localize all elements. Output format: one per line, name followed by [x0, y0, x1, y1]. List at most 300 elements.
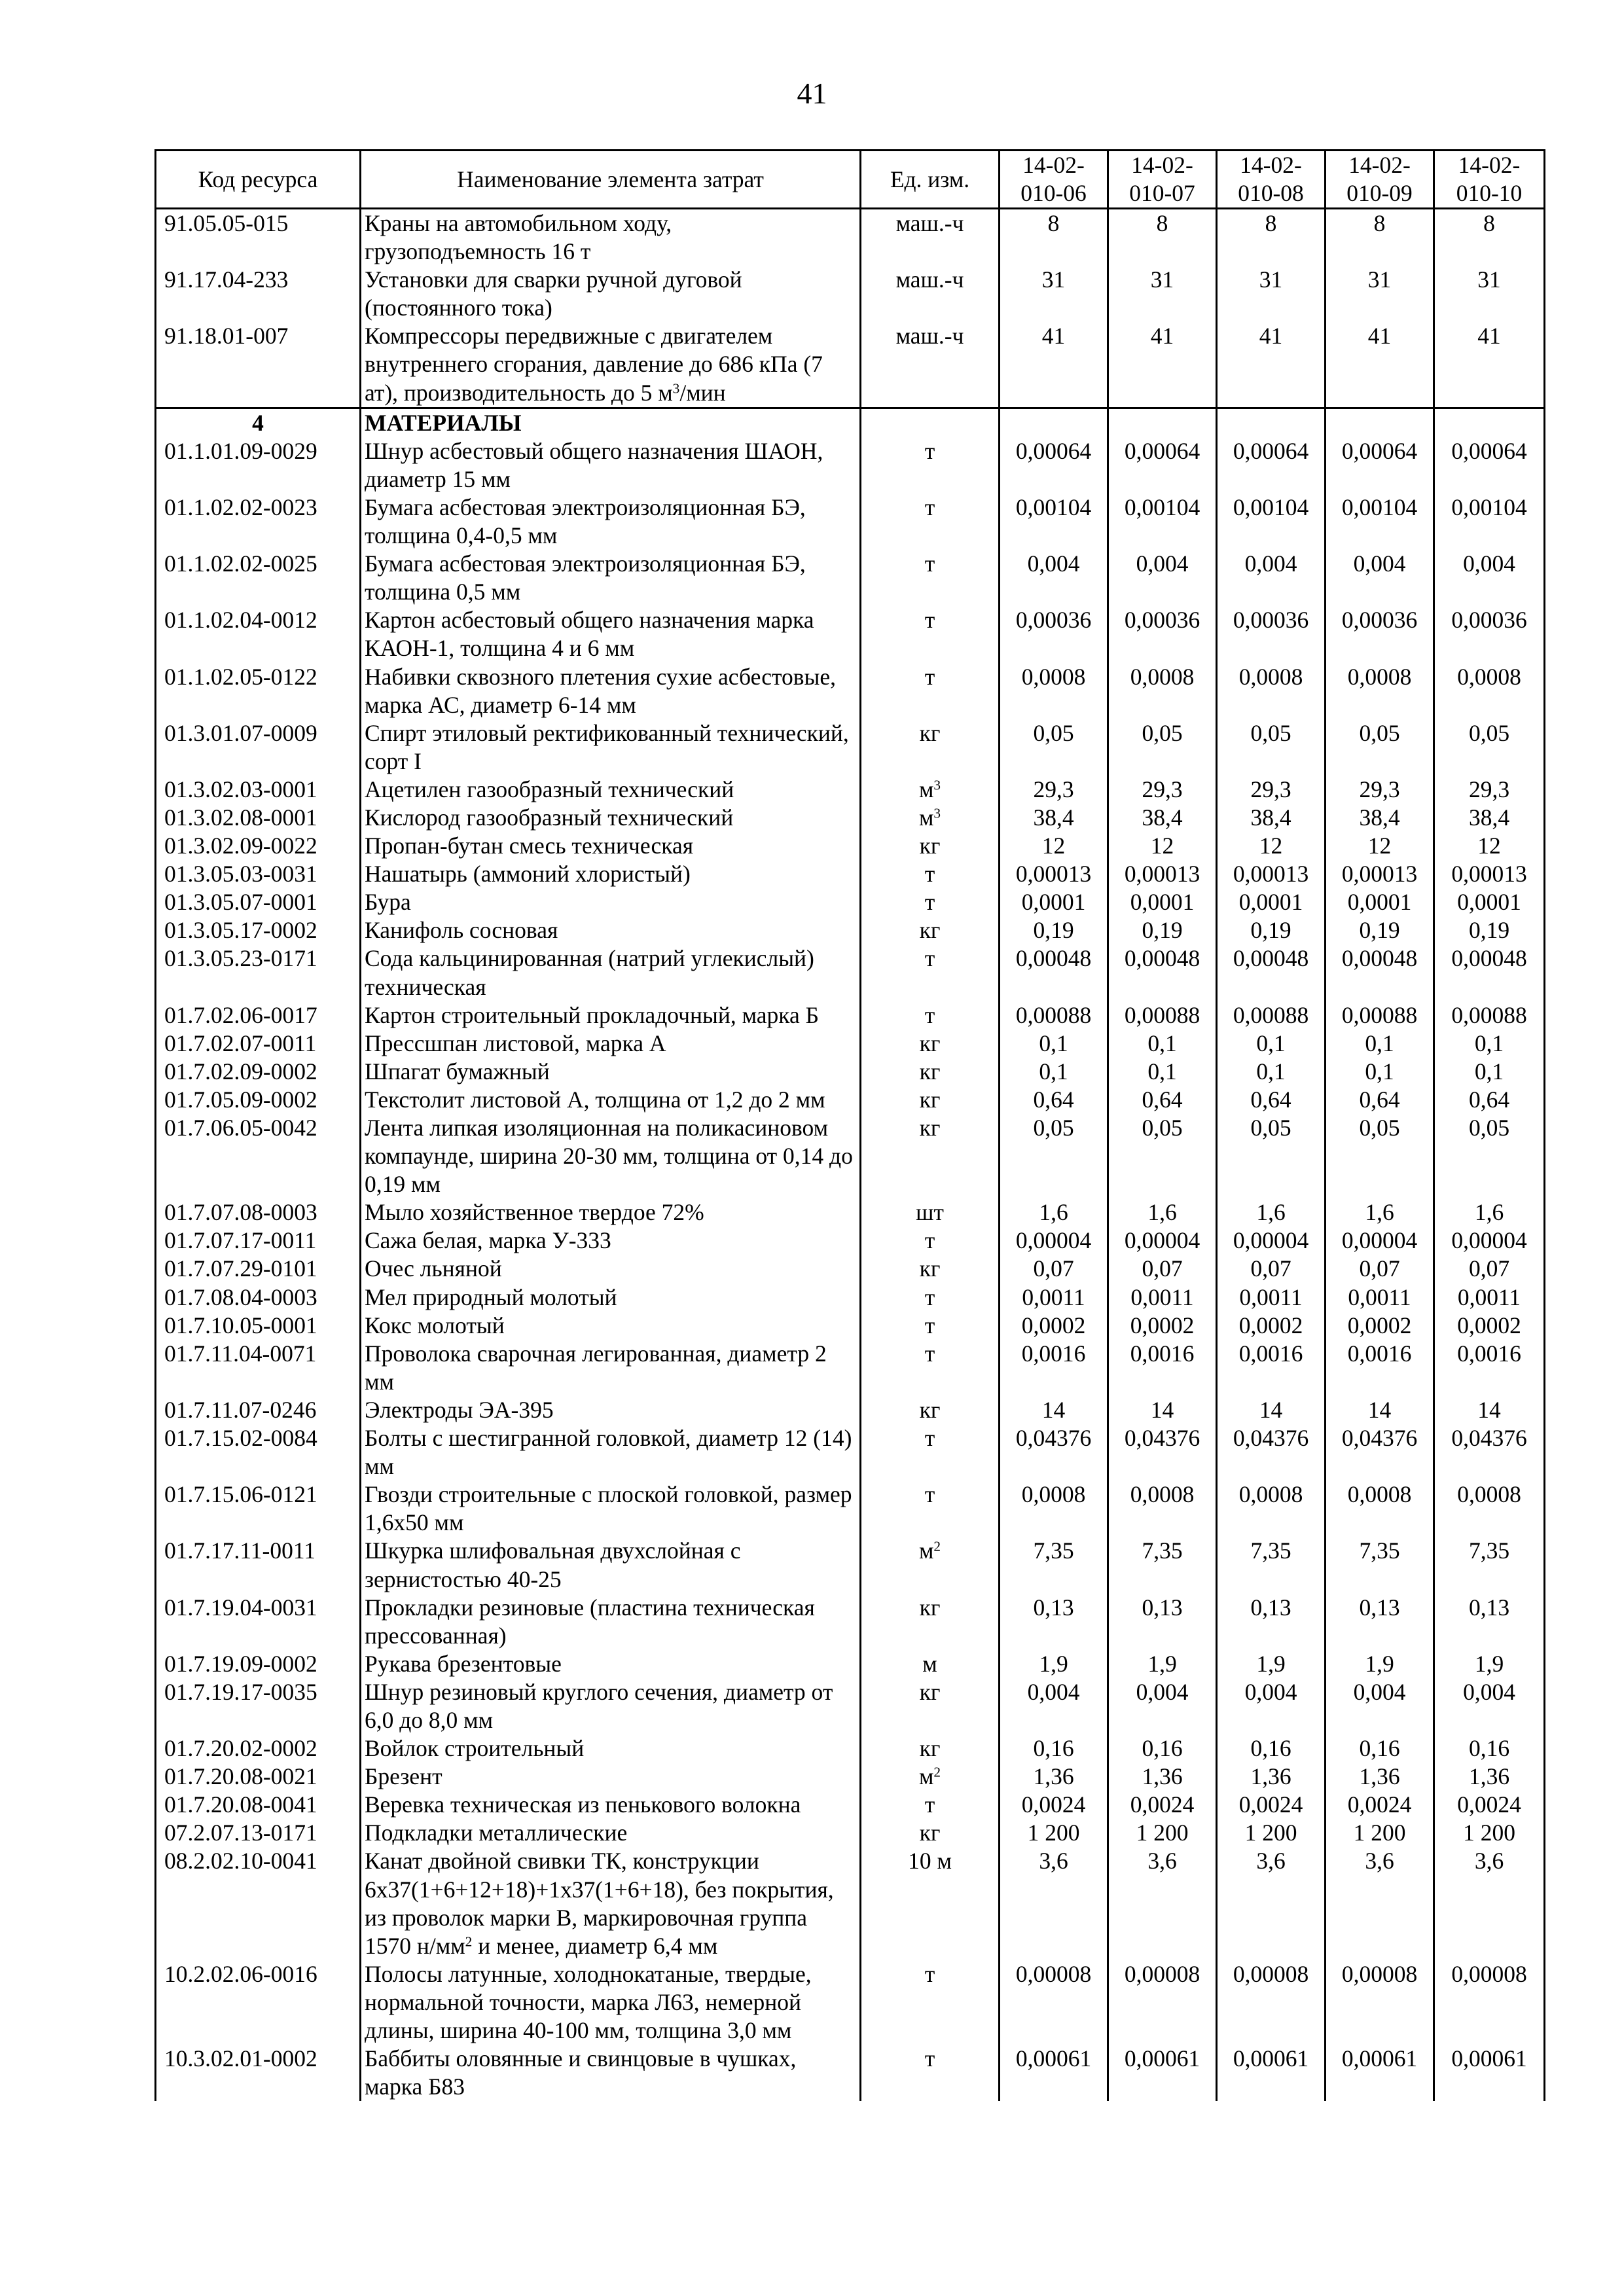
unit-cell: кг: [861, 1594, 1000, 1650]
unit-cell: т: [861, 944, 1000, 1001]
empty-cell: [861, 408, 1000, 437]
rate-value-3: 0,05: [1217, 1114, 1326, 1198]
resource-code: 10.2.02.06-0016: [156, 1960, 361, 2045]
table-row: [156, 1763, 1545, 1791]
rate-value-1: 0,004: [1000, 550, 1108, 606]
rate-value-1: 0,00061: [1000, 2045, 1108, 2101]
resource-code: 01.7.19.04-0031: [156, 1594, 361, 1650]
rate-value-5: 0,05: [1434, 719, 1545, 776]
rate-value-1: 1 200: [1000, 1819, 1108, 1847]
resource-code: 07.2.07.13-0171: [156, 1819, 361, 1847]
resource-code: 01.7.20.02-0002: [156, 1734, 361, 1763]
table-row: [156, 322, 1545, 408]
rate-value-1: 31: [1000, 266, 1108, 322]
rate-value-5: 0,0008: [1434, 1480, 1545, 1537]
rate-value-1: 1,36: [1000, 1763, 1108, 1791]
resource-name: Мел природный молотый: [361, 1283, 861, 1312]
rate-value-4: 0,05: [1326, 719, 1434, 776]
rate-value-2: 0,16: [1108, 1734, 1217, 1763]
rate-value-2: 0,00104: [1108, 493, 1217, 550]
resource-name: Прокладки резиновые (пластина техническая прессованная): [361, 1594, 861, 1650]
resource-code: 01.7.20.08-0041: [156, 1791, 361, 1819]
unit-cell: кг: [861, 1255, 1000, 1283]
rate-value-3: 0,0016: [1217, 1340, 1326, 1396]
rate-value-5: 0,0016: [1434, 1340, 1545, 1396]
resource-code: 01.1.02.04-0012: [156, 606, 361, 662]
table-row: [156, 1594, 1545, 1650]
rate-value-4: 0,07: [1326, 1255, 1434, 1283]
table-row: [156, 1058, 1545, 1086]
rate-value-5: 38,4: [1434, 804, 1545, 832]
unit-cell: 10 м: [861, 1847, 1000, 1960]
empty-cell: [1217, 408, 1326, 437]
table-row: [156, 1114, 1545, 1198]
rate-value-4: 7,35: [1326, 1537, 1434, 1593]
unit-cell: $м^2$: [861, 1537, 1000, 1593]
rate-value-4: 0,00104: [1326, 493, 1434, 550]
table-row: [156, 266, 1545, 322]
resource-code: 01.7.07.29-0101: [156, 1255, 361, 1283]
rate-value-2: 0,0011: [1108, 1283, 1217, 1312]
rate-value-2: 8: [1108, 209, 1217, 266]
rate-value-1: 0,00036: [1000, 606, 1108, 662]
rate-value-2: 0,07: [1108, 1255, 1217, 1283]
rate-value-5: 0,00061: [1434, 2045, 1545, 2101]
rate-value-4: 0,0008: [1326, 1480, 1434, 1537]
rate-value-3: 0,00008: [1217, 1960, 1326, 2045]
rate-value-5: 0,00104: [1434, 493, 1545, 550]
rate-value-4: 0,19: [1326, 916, 1434, 944]
resource-code: 91.17.04-233: [156, 266, 361, 322]
rate-value-1: 0,19: [1000, 916, 1108, 944]
resource-code: 01.7.02.09-0002: [156, 1058, 361, 1086]
rate-value-4: 0,00013: [1326, 860, 1434, 888]
rate-value-5: 29,3: [1434, 776, 1545, 804]
rate-value-4: 0,0011: [1326, 1283, 1434, 1312]
rate-value-4: 0,00036: [1326, 606, 1434, 662]
rate-value-3: 0,0008: [1217, 663, 1326, 719]
rate-value-3: 0,07: [1217, 1255, 1326, 1283]
resource-name: Картон строительный прокладочный, марка Б: [361, 1001, 861, 1030]
rate-value-3: 1,6: [1217, 1198, 1326, 1227]
rate-value-5: 0,1: [1434, 1058, 1545, 1086]
rate-value-4: 0,0001: [1326, 888, 1434, 916]
header-name: Наименование элемента затрат: [361, 151, 861, 209]
rate-value-4: 0,004: [1326, 1678, 1434, 1734]
rate-value-3: 1,9: [1217, 1650, 1326, 1678]
resource-name: Подкладки металлические: [361, 1819, 861, 1847]
table-row: [156, 1734, 1545, 1763]
rate-value-3: 0,00061: [1217, 2045, 1326, 2101]
table-row: [156, 209, 1545, 266]
rate-value-1: 0,1: [1000, 1030, 1108, 1058]
rate-value-3: 0,0024: [1217, 1791, 1326, 1819]
rate-value-5: 0,00048: [1434, 944, 1545, 1001]
rate-value-5: 1,36: [1434, 1763, 1545, 1791]
resource-name: Компрессоры передвижные с двигателем внутреннего сгорания, давление до 686 кПа (7 ат), производительность до 5 $м^3$/мин: [361, 322, 861, 408]
rate-value-4: 0,004: [1326, 550, 1434, 606]
unit-cell: т: [861, 1001, 1000, 1030]
resource-code: 91.05.05-015: [156, 209, 361, 266]
table-row: [156, 719, 1545, 776]
rate-value-4: 0,00061: [1326, 2045, 1434, 2101]
rate-value-1: 0,00048: [1000, 944, 1108, 1001]
table-row: [156, 1340, 1545, 1396]
rate-value-4: 0,64: [1326, 1086, 1434, 1114]
rate-value-1: 0,07: [1000, 1255, 1108, 1283]
rate-value-3: 0,00013: [1217, 860, 1326, 888]
table-row: [156, 1227, 1545, 1255]
rate-value-2: 31: [1108, 266, 1217, 322]
resource-name: Кислород газообразный технический: [361, 804, 861, 832]
resource-name: Бура: [361, 888, 861, 916]
resource-code: 01.3.05.03-0031: [156, 860, 361, 888]
unit-cell: кг: [861, 1819, 1000, 1847]
header-unit: Ед. изм.: [861, 151, 1000, 209]
rate-value-5: 0,07: [1434, 1255, 1545, 1283]
unit-cell: шт: [861, 1198, 1000, 1227]
rate-value-3: 0,1: [1217, 1058, 1326, 1086]
rate-value-1: 0,05: [1000, 719, 1108, 776]
rate-value-1: 29,3: [1000, 776, 1108, 804]
resource-code: 01.7.11.07-0246: [156, 1396, 361, 1424]
rate-value-2: 0,05: [1108, 1114, 1217, 1198]
unit-cell: т: [861, 493, 1000, 550]
resource-code: 01.7.08.04-0003: [156, 1283, 361, 1312]
resource-name: Набивки сквозного плетения сухие асбестовые, марка АС, диаметр 6-14 мм: [361, 663, 861, 719]
rate-value-2: 0,0002: [1108, 1312, 1217, 1340]
table-row: [156, 1847, 1545, 1960]
unit-cell: кг: [861, 832, 1000, 860]
resource-code: 01.7.07.17-0011: [156, 1227, 361, 1255]
rate-value-4: 41: [1326, 322, 1434, 408]
rate-value-4: 0,00064: [1326, 437, 1434, 493]
resource-name: Шнур резиновый круглого сечения, диаметр от 6,0 до 8,0 мм: [361, 1678, 861, 1734]
resource-code: 01.7.05.09-0002: [156, 1086, 361, 1114]
resource-name: Сода кальцинированная (натрий углекислый) техническая: [361, 944, 861, 1001]
table-row: [156, 1960, 1545, 2045]
resource-name: Пропан-бутан смесь техническая: [361, 832, 861, 860]
resource-code: 01.7.15.02-0084: [156, 1424, 361, 1480]
resource-name: Веревка техническая из пенькового волокна: [361, 1791, 861, 1819]
rate-value-4: 0,0016: [1326, 1340, 1434, 1396]
rate-value-4: 0,0008: [1326, 663, 1434, 719]
rate-value-3: 0,0011: [1217, 1283, 1326, 1312]
unit-cell: кг: [861, 1114, 1000, 1198]
resource-name: Канифоль сосновая: [361, 916, 861, 944]
rate-value-4: 29,3: [1326, 776, 1434, 804]
rate-value-3: 0,05: [1217, 719, 1326, 776]
resource-code: 01.3.05.23-0171: [156, 944, 361, 1001]
resource-name: Лента липкая изоляционная на поликасиновом компаунде, ширина 20-30 мм, толщина от 0,14 до 0,19 мм: [361, 1114, 861, 1198]
rate-value-1: 0,00088: [1000, 1001, 1108, 1030]
rate-value-3: 14: [1217, 1396, 1326, 1424]
section-title: МАТЕРИАЛЫ: [361, 408, 861, 437]
table-row: [156, 1283, 1545, 1312]
table-row: [156, 832, 1545, 860]
unit-cell: кг: [861, 1678, 1000, 1734]
rate-value-5: 0,0001: [1434, 888, 1545, 916]
resource-name: Шкурка шлифовальная двухслойная с зернистостью 40-25: [361, 1537, 861, 1593]
resource-code: 01.7.17.11-0011: [156, 1537, 361, 1593]
rate-value-2: 7,35: [1108, 1537, 1217, 1593]
resource-name: Прессшпан листовой, марка А: [361, 1030, 861, 1058]
rate-value-5: 41: [1434, 322, 1545, 408]
resource-code: 01.1.02.02-0025: [156, 550, 361, 606]
resource-name: Проволока сварочная легированная, диаметр 2 мм: [361, 1340, 861, 1396]
rate-value-2: 0,004: [1108, 550, 1217, 606]
header-rate-3: 14-02-010-08: [1217, 151, 1326, 209]
resource-name: Кокс молотый: [361, 1312, 861, 1340]
unit-cell: т: [861, 1424, 1000, 1480]
rate-value-5: 0,19: [1434, 916, 1545, 944]
resource-code: 01.1.01.09-0029: [156, 437, 361, 493]
rate-value-2: 0,00048: [1108, 944, 1217, 1001]
rate-value-1: 0,00008: [1000, 1960, 1108, 2045]
table-row: [156, 944, 1545, 1001]
unit-cell: т: [861, 550, 1000, 606]
rate-value-1: 0,04376: [1000, 1424, 1108, 1480]
rate-value-1: 1,6: [1000, 1198, 1108, 1227]
resource-code: 91.18.01-007: [156, 322, 361, 408]
rate-value-1: 1,9: [1000, 1650, 1108, 1678]
rate-value-2: 0,05: [1108, 719, 1217, 776]
resource-code: 01.7.02.07-0011: [156, 1030, 361, 1058]
rate-value-5: 31: [1434, 266, 1545, 322]
table-row: [156, 1650, 1545, 1678]
rate-value-5: 0,00036: [1434, 606, 1545, 662]
rate-value-5: 0,64: [1434, 1086, 1545, 1114]
rate-value-2: 0,004: [1108, 1678, 1217, 1734]
unit-cell: т: [861, 663, 1000, 719]
rate-value-1: 0,05: [1000, 1114, 1108, 1198]
rate-value-1: 0,00064: [1000, 437, 1108, 493]
unit-cell: м: [861, 1650, 1000, 1678]
unit-cell: кг: [861, 719, 1000, 776]
rate-value-5: 0,00013: [1434, 860, 1545, 888]
resource-table: [154, 149, 1545, 2101]
resource-name: Установки для сварки ручной дуговой (постоянного тока): [361, 266, 861, 322]
rate-value-3: 0,00048: [1217, 944, 1326, 1001]
rate-value-2: 0,00008: [1108, 1960, 1217, 2045]
rate-value-3: 0,00104: [1217, 493, 1326, 550]
unit-cell: т: [861, 2045, 1000, 2101]
resource-code: 01.7.11.04-0071: [156, 1340, 361, 1396]
table-row: [156, 1030, 1545, 1058]
table-row: [156, 1480, 1545, 1537]
resource-code: 01.3.05.07-0001: [156, 888, 361, 916]
rate-value-1: 38,4: [1000, 804, 1108, 832]
resource-name: Шнур асбестовый общего назначения ШАОН, диаметр 15 мм: [361, 437, 861, 493]
resource-code: 01.1.02.02-0023: [156, 493, 361, 550]
rate-value-4: 8: [1326, 209, 1434, 266]
rate-value-3: 29,3: [1217, 776, 1326, 804]
rate-value-2: 29,3: [1108, 776, 1217, 804]
rate-value-5: 0,0002: [1434, 1312, 1545, 1340]
unit-cell: т: [861, 1960, 1000, 2045]
rate-value-2: 0,0024: [1108, 1791, 1217, 1819]
unit-cell: т: [861, 1340, 1000, 1396]
resource-code: 01.7.20.08-0021: [156, 1763, 361, 1791]
rate-value-2: 14: [1108, 1396, 1217, 1424]
rate-value-1: 0,64: [1000, 1086, 1108, 1114]
rate-value-2: 0,00061: [1108, 2045, 1217, 2101]
resource-name: Ацетилен газообразный технический: [361, 776, 861, 804]
rate-value-3: 7,35: [1217, 1537, 1326, 1593]
rate-value-3: 41: [1217, 322, 1326, 408]
rate-value-3: 0,00036: [1217, 606, 1326, 662]
rate-value-3: 0,004: [1217, 1678, 1326, 1734]
rate-value-1: 41: [1000, 322, 1108, 408]
unit-cell: т: [861, 437, 1000, 493]
header-code: Код ресурса: [156, 151, 361, 209]
resource-code: 01.3.02.08-0001: [156, 804, 361, 832]
rate-value-4: 14: [1326, 1396, 1434, 1424]
rate-value-1: 0,16: [1000, 1734, 1108, 1763]
unit-cell: $м^3$: [861, 804, 1000, 832]
rate-value-1: 14: [1000, 1396, 1108, 1424]
rate-value-5: 0,0024: [1434, 1791, 1545, 1819]
resource-name: Нашатырь (аммоний хлористый): [361, 860, 861, 888]
rate-value-1: 0,13: [1000, 1594, 1108, 1650]
table-row: [156, 860, 1545, 888]
table-row: [156, 916, 1545, 944]
rate-value-4: 0,00048: [1326, 944, 1434, 1001]
rate-value-1: 0,00104: [1000, 493, 1108, 550]
table-row: [156, 1396, 1545, 1424]
rate-value-3: 0,00088: [1217, 1001, 1326, 1030]
resource-name: Сажа белая, марка У-333: [361, 1227, 861, 1255]
rate-value-2: 0,0008: [1108, 1480, 1217, 1537]
rate-value-2: 0,00013: [1108, 860, 1217, 888]
rate-value-4: 0,05: [1326, 1114, 1434, 1198]
rate-value-5: 12: [1434, 832, 1545, 860]
resource-name: Полосы латунные, холоднокатаные, твердые, нормальной точности, марка Л63, немерной длины, ширина 40-100 мм, толщина 3,0 мм: [361, 1960, 861, 2045]
unit-cell: маш.-ч: [861, 209, 1000, 266]
rate-value-1: 7,35: [1000, 1537, 1108, 1593]
table-row: [156, 1255, 1545, 1283]
unit-cell: кг: [861, 1086, 1000, 1114]
rate-value-5: 0,05: [1434, 1114, 1545, 1198]
rate-value-3: 0,0001: [1217, 888, 1326, 916]
resource-code: 10.3.02.01-0002: [156, 2045, 361, 2101]
resource-name: Бумага асбестовая электроизоляционная БЭ, толщина 0,4-0,5 мм: [361, 493, 861, 550]
unit-cell: т: [861, 1227, 1000, 1255]
rate-value-4: 1,36: [1326, 1763, 1434, 1791]
resource-name: Мыло хозяйственное твердое 72%: [361, 1198, 861, 1227]
rate-value-5: 3,6: [1434, 1847, 1545, 1960]
rate-value-3: 1 200: [1217, 1819, 1326, 1847]
rate-value-1: 0,0011: [1000, 1283, 1108, 1312]
rate-value-4: 1,9: [1326, 1650, 1434, 1678]
empty-cell: [1108, 408, 1217, 437]
unit-cell: т: [861, 1283, 1000, 1312]
rate-value-4: 0,16: [1326, 1734, 1434, 1763]
rate-value-5: 0,13: [1434, 1594, 1545, 1650]
rate-value-1: 0,0001: [1000, 888, 1108, 916]
resource-name: Войлок строительный: [361, 1734, 861, 1763]
resource-code: 01.7.15.06-0121: [156, 1480, 361, 1537]
rate-value-5: 1,9: [1434, 1650, 1545, 1678]
rate-value-5: 8: [1434, 209, 1545, 266]
rate-value-5: 1 200: [1434, 1819, 1545, 1847]
rate-value-5: 0,004: [1434, 550, 1545, 606]
rate-value-1: 0,0008: [1000, 663, 1108, 719]
rate-value-4: 3,6: [1326, 1847, 1434, 1960]
rate-value-2: 0,00064: [1108, 437, 1217, 493]
table-row: [156, 1198, 1545, 1227]
rate-value-2: 0,1: [1108, 1058, 1217, 1086]
rate-value-5: 14: [1434, 1396, 1545, 1424]
rate-value-2: 0,00088: [1108, 1001, 1217, 1030]
unit-cell: кг: [861, 1734, 1000, 1763]
rate-value-4: 38,4: [1326, 804, 1434, 832]
table-row: [156, 804, 1545, 832]
resource-code: 01.1.02.05-0122: [156, 663, 361, 719]
rate-value-2: 0,00004: [1108, 1227, 1217, 1255]
rate-value-3: 0,13: [1217, 1594, 1326, 1650]
table-row: [156, 1086, 1545, 1114]
resource-name: Шпагат бумажный: [361, 1058, 861, 1086]
rate-value-3: 1,36: [1217, 1763, 1326, 1791]
rate-value-5: 0,04376: [1434, 1424, 1545, 1480]
table-row: [156, 1312, 1545, 1340]
resource-name: Канат двойной свивки ТК, конструкции 6х37(1+6+12+18)+1х37(1+6+18), без покрытия, из проволок марки В, маркировочная группа 1570 $н/мм^2$ и менее, диаметр 6,4 мм: [361, 1847, 861, 1960]
section-number: 4: [156, 408, 361, 437]
rate-value-2: 38,4: [1108, 804, 1217, 832]
rate-value-1: 0,00004: [1000, 1227, 1108, 1255]
rate-value-3: 0,00004: [1217, 1227, 1326, 1255]
rate-value-2: 0,0001: [1108, 888, 1217, 916]
resource-code: 01.7.19.17-0035: [156, 1678, 361, 1734]
resource-name: Спирт этиловый ректификованный технический, сорт I: [361, 719, 861, 776]
rate-value-5: 0,00088: [1434, 1001, 1545, 1030]
table-row: [156, 493, 1545, 550]
rate-value-3: 0,19: [1217, 916, 1326, 944]
rate-value-4: 0,00008: [1326, 1960, 1434, 2045]
rate-value-3: 0,0008: [1217, 1480, 1326, 1537]
rate-value-2: 0,19: [1108, 916, 1217, 944]
rate-value-5: 0,004: [1434, 1678, 1545, 1734]
unit-cell: т: [861, 606, 1000, 662]
rate-value-4: 0,13: [1326, 1594, 1434, 1650]
rate-value-5: 1,6: [1434, 1198, 1545, 1227]
resource-name: Картон асбестовый общего назначения марка КАОН-1, толщина 4 и 6 мм: [361, 606, 861, 662]
resource-code: 01.7.06.05-0042: [156, 1114, 361, 1198]
unit-cell: кг: [861, 1058, 1000, 1086]
rate-value-5: 0,0008: [1434, 663, 1545, 719]
resource-name: Баббиты оловянные и свинцовые в чушках, марка Б83: [361, 2045, 861, 2101]
rate-value-4: 0,00004: [1326, 1227, 1434, 1255]
table-row: [156, 1819, 1545, 1847]
table-row: [156, 1678, 1545, 1734]
rate-value-1: 0,0008: [1000, 1480, 1108, 1537]
rate-value-3: 0,0002: [1217, 1312, 1326, 1340]
unit-cell: т: [861, 1480, 1000, 1537]
rate-value-4: 12: [1326, 832, 1434, 860]
resource-name: Очес льняной: [361, 1255, 861, 1283]
rate-value-3: 0,00064: [1217, 437, 1326, 493]
rate-value-1: 0,0024: [1000, 1791, 1108, 1819]
rate-value-2: 1,36: [1108, 1763, 1217, 1791]
resource-code: 01.3.01.07-0009: [156, 719, 361, 776]
rate-value-2: 0,13: [1108, 1594, 1217, 1650]
rate-value-4: 31: [1326, 266, 1434, 322]
rate-value-2: 41: [1108, 322, 1217, 408]
rate-value-2: 3,6: [1108, 1847, 1217, 1960]
rate-value-5: 0,00064: [1434, 437, 1545, 493]
rate-value-3: 8: [1217, 209, 1326, 266]
